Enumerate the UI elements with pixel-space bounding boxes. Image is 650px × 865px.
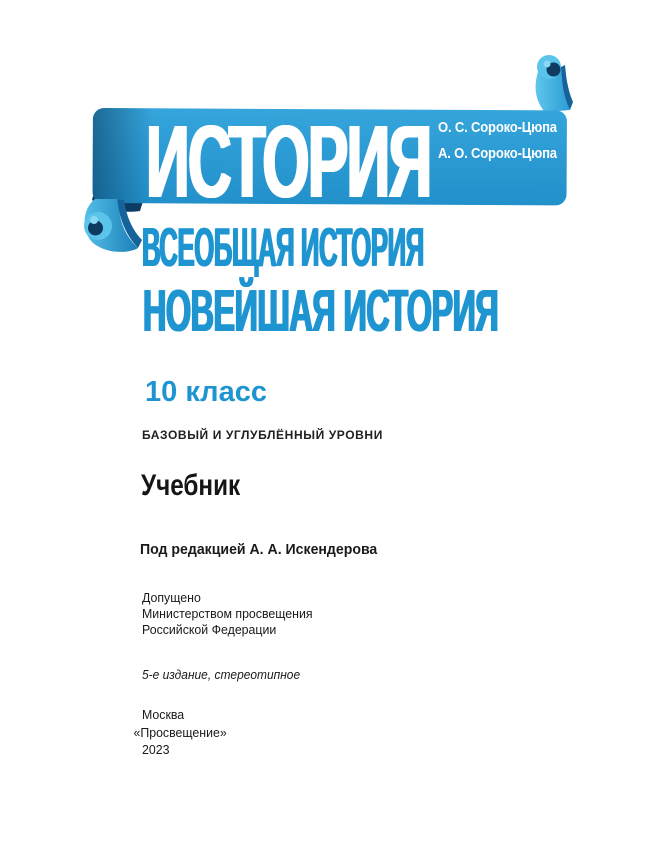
book-type-label: Учебник: [141, 469, 241, 502]
approval-block: [142, 590, 313, 638]
ribbon-right-curl: [536, 55, 573, 112]
author-line-1: О. С. Сороко-Цюпа: [438, 120, 557, 136]
book-title: ИСТОРИЯ: [146, 104, 431, 219]
imprint-city: Москва: [142, 707, 185, 722]
editor-line: Под редакцией А. А. Искендерова: [140, 541, 378, 558]
series-title-line-2: НОВЕЙШАЯ ИСТОРИЯ: [143, 278, 499, 344]
imprint-block: [133, 706, 227, 759]
approval-line-1: Допущено: [142, 590, 201, 605]
authors-block: [438, 115, 557, 167]
series-title-line-1: ВСЕОБЩАЯ ИСТОРИЯ: [142, 216, 424, 278]
imprint-year: 2023: [142, 742, 170, 758]
edition-note: 5-е издание, стереотипное: [142, 667, 301, 682]
imprint-publisher: «Просвещение»: [133, 724, 227, 740]
level-label: БАЗОВЫЙ И УГЛУБЛЁННЫЙ УРОВНИ: [142, 428, 383, 442]
approval-line-3: Российской Федерации: [142, 622, 277, 637]
author-line-2: А. О. Сороко-Цюпа: [438, 146, 557, 162]
grade-label: 10 класс: [145, 376, 267, 408]
approval-line-2: Министерством просвещения: [142, 606, 313, 621]
